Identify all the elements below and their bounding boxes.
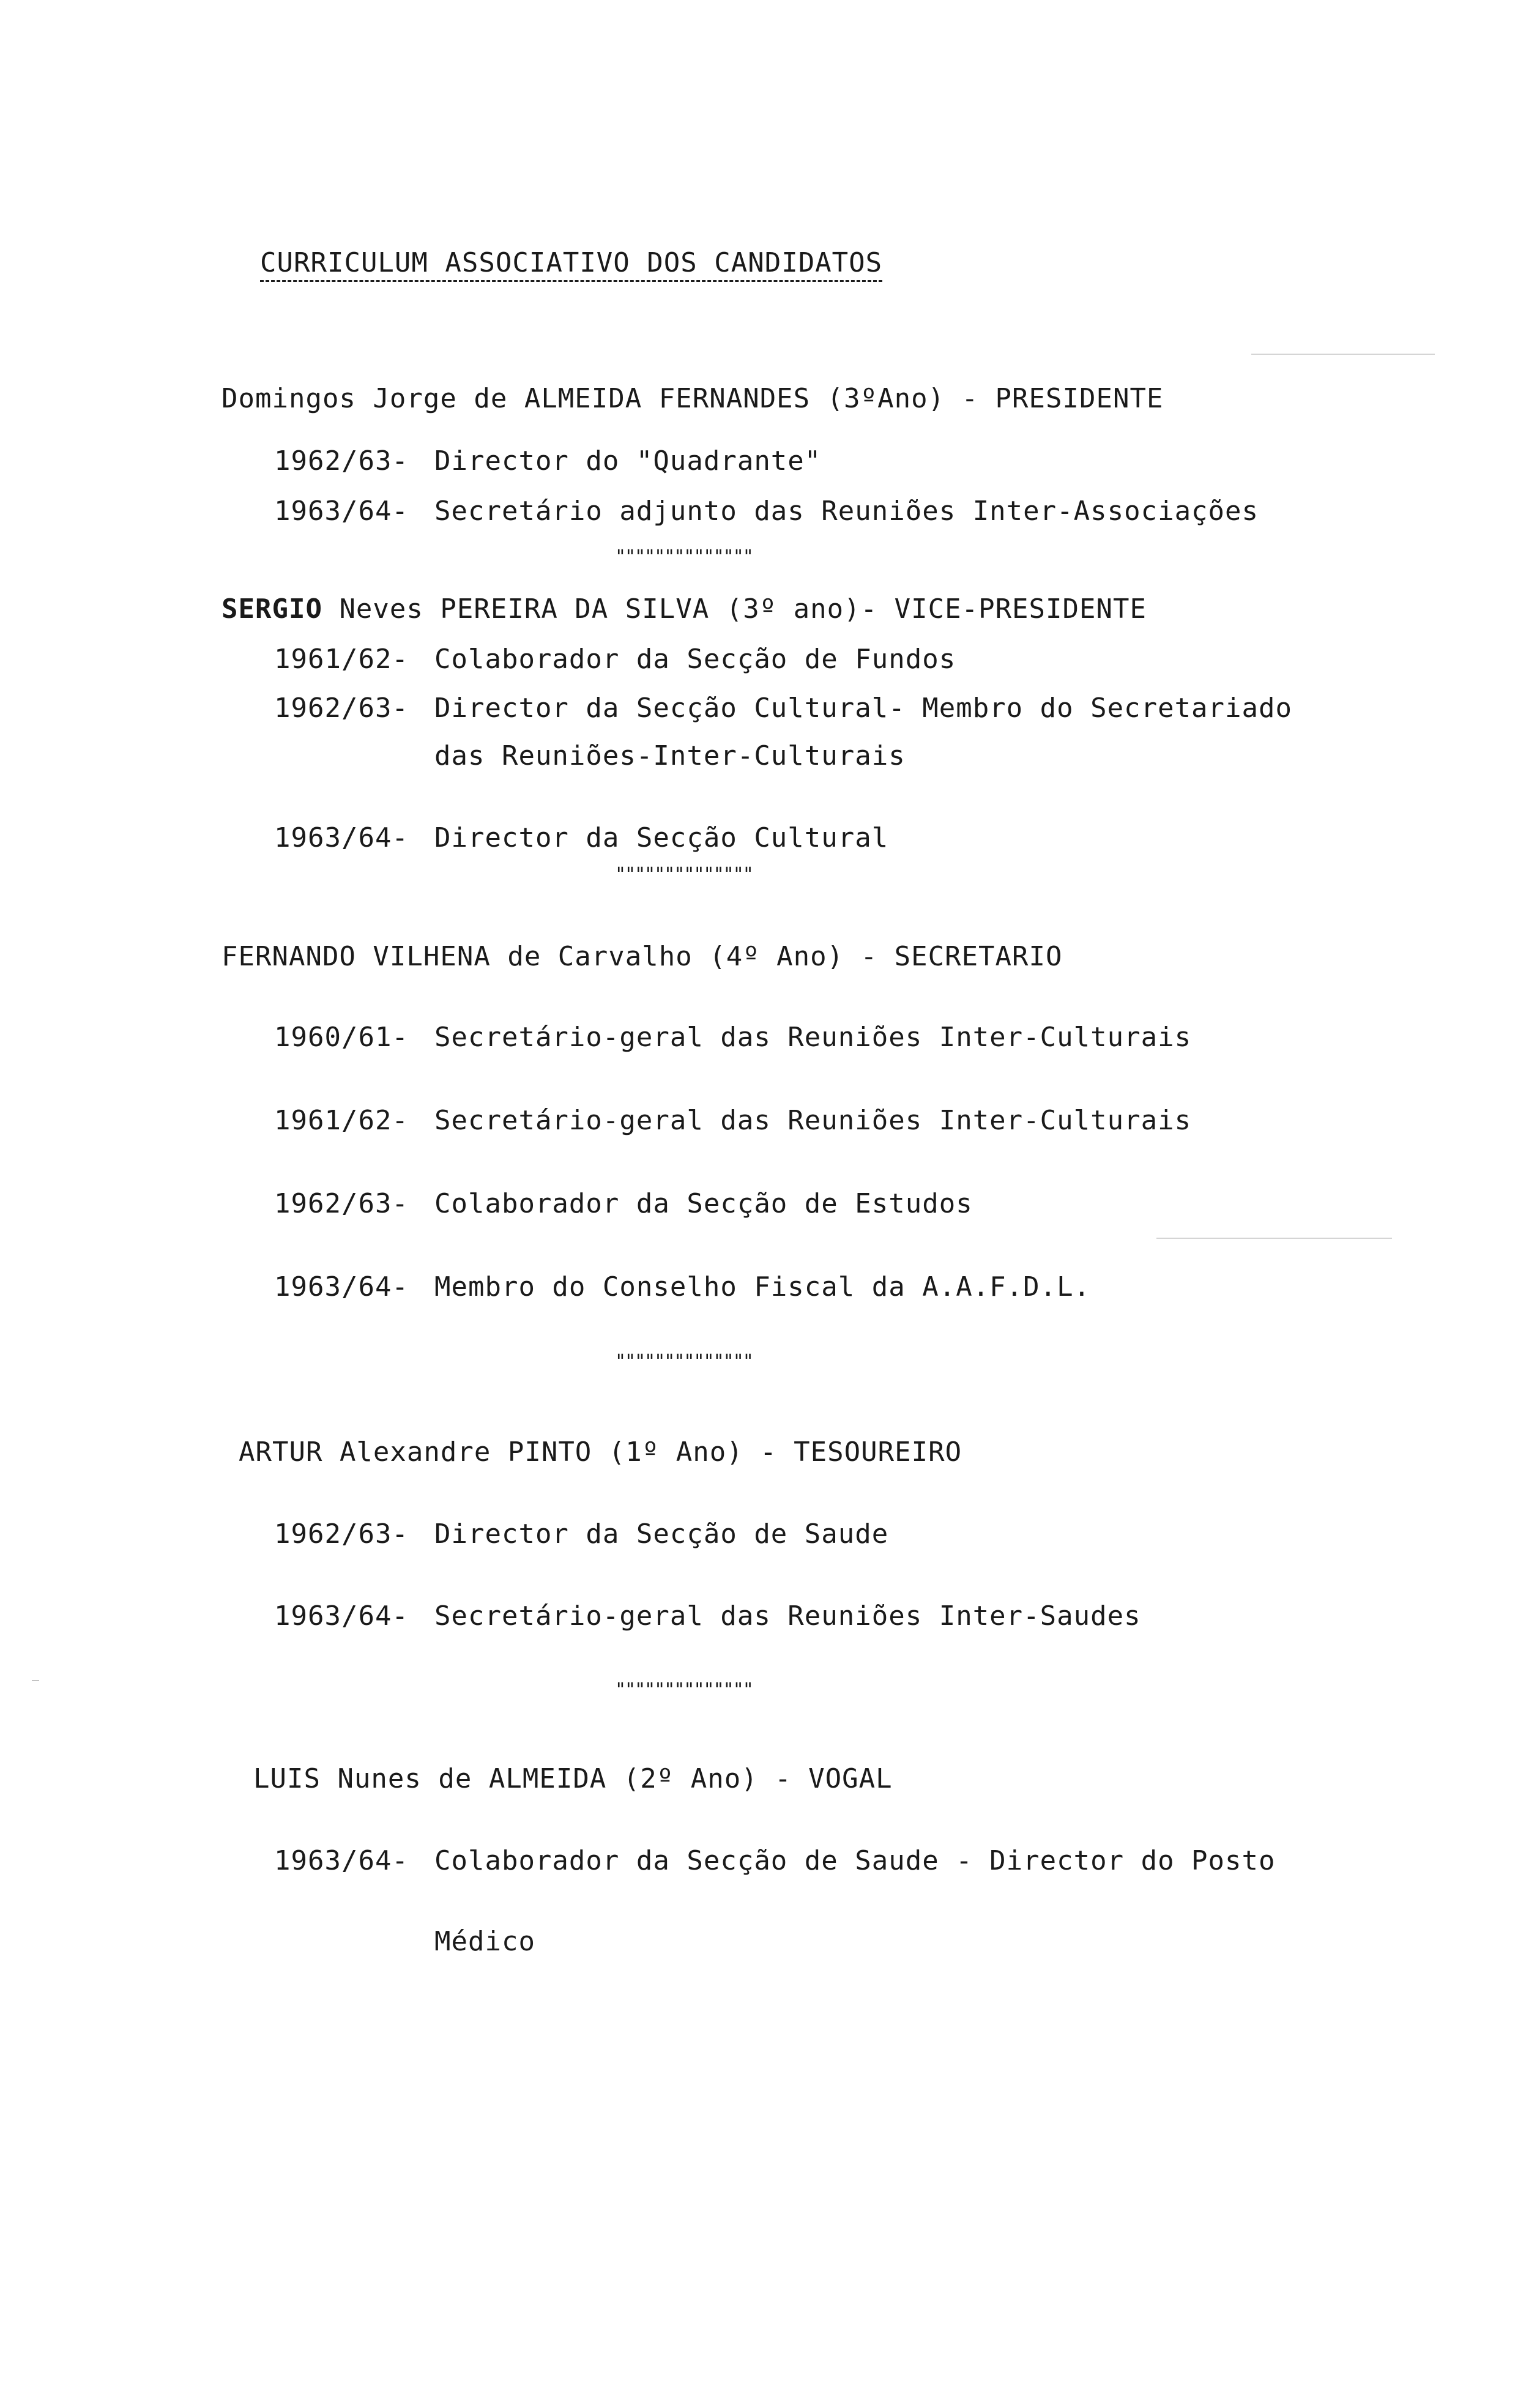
candidate-3-entry-2-text: Secretário-geral das Reuniões Inter-Culturais bbox=[434, 1105, 1192, 1136]
candidate-4-header: ARTUR Alexandre PINTO (1º Ano) - TESOUREIRO bbox=[239, 1436, 962, 1468]
separator-2: """""""""""""" bbox=[615, 864, 753, 885]
candidate-3-entry-1-year: 1960/61- bbox=[274, 1022, 409, 1053]
candidate-3-entry-2-year: 1961/62- bbox=[274, 1105, 409, 1136]
candidate-3-header: FERNANDO VILHENA de Carvalho (4º Ano) - SECRETARIO bbox=[221, 941, 1063, 972]
document-title: CURRICULUM ASSOCIATIVO DOS CANDIDATOS bbox=[260, 247, 883, 278]
scan-artifact bbox=[1251, 354, 1435, 355]
candidate-1-entry-1-text: Director do "Quadrante" bbox=[434, 445, 822, 477]
candidate-2-entry-2-text: Director da Secção Cultural- Membro do Secretariado bbox=[434, 693, 1293, 724]
separator-3: """""""""""""" bbox=[615, 1351, 753, 1372]
candidate-5-entry-1-year: 1963/64- bbox=[274, 1845, 409, 1876]
candidate-1-entry-1-year: 1962/63- bbox=[274, 445, 409, 477]
candidate-1-header: Domingos Jorge de ALMEIDA FERNANDES (3ºAno) - PRESIDENTE bbox=[221, 383, 1164, 414]
candidate-2-entry-2-year: 1962/63- bbox=[274, 693, 409, 724]
candidate-2-entry-1-year: 1961/62- bbox=[274, 644, 409, 675]
candidate-2-header bbox=[221, 592, 1147, 626]
separator-4: """""""""""""" bbox=[615, 1679, 753, 1701]
candidate-3-entry-4-year: 1963/64- bbox=[274, 1271, 409, 1302]
candidate-2-header-bold: SERGIO bbox=[221, 593, 322, 625]
candidate-4-entry-1-year: 1962/63- bbox=[274, 1518, 409, 1550]
scan-artifact bbox=[32, 1680, 39, 1681]
candidate-1-entry-2-year: 1963/64- bbox=[274, 496, 409, 527]
candidate-2-entry-3-year: 1963/64- bbox=[274, 822, 409, 853]
separator-1: """""""""""""" bbox=[615, 546, 753, 568]
candidate-3-entry-3-year: 1962/63- bbox=[274, 1188, 409, 1219]
candidate-4-entry-2-text: Secretário-geral das Reuniões Inter-Saudes bbox=[434, 1600, 1141, 1632]
candidate-3-entry-4-text: Membro do Conselho Fiscal da A.A.F.D.L. bbox=[434, 1271, 1091, 1302]
candidate-3-entry-3-text: Colaborador da Secção de Estudos bbox=[434, 1188, 973, 1219]
candidate-4-entry-2-year: 1963/64- bbox=[274, 1600, 409, 1632]
candidate-1-entry-2-text: Secretário adjunto das Reuniões Inter-Associações bbox=[434, 496, 1259, 527]
candidate-2-entry-1-text: Colaborador da Secção de Fundos bbox=[434, 644, 956, 675]
candidate-2-entry-3-text: Director da Secção Cultural bbox=[434, 822, 889, 853]
scan-artifact bbox=[1156, 1238, 1392, 1239]
candidate-5-entry-1-text: Colaborador da Secção de Saude - Director do Posto bbox=[434, 1845, 1276, 1876]
candidate-3-entry-1-text: Secretário-geral das Reuniões Inter-Culturais bbox=[434, 1022, 1192, 1053]
candidate-5-entry-1-continuation: Médico bbox=[434, 1926, 535, 1957]
candidate-5-header: LUIS Nunes de ALMEIDA (2º Ano) - VOGAL bbox=[253, 1763, 893, 1794]
candidate-4-entry-1-text: Director da Secção de Saude bbox=[434, 1518, 889, 1550]
candidate-2-header-rest: Neves PEREIRA DA SILVA (3º ano)- VICE-PRESIDENTE bbox=[322, 593, 1147, 625]
candidate-2-entry-2-continuation: das Reuniões-Inter-Culturais bbox=[434, 740, 906, 771]
